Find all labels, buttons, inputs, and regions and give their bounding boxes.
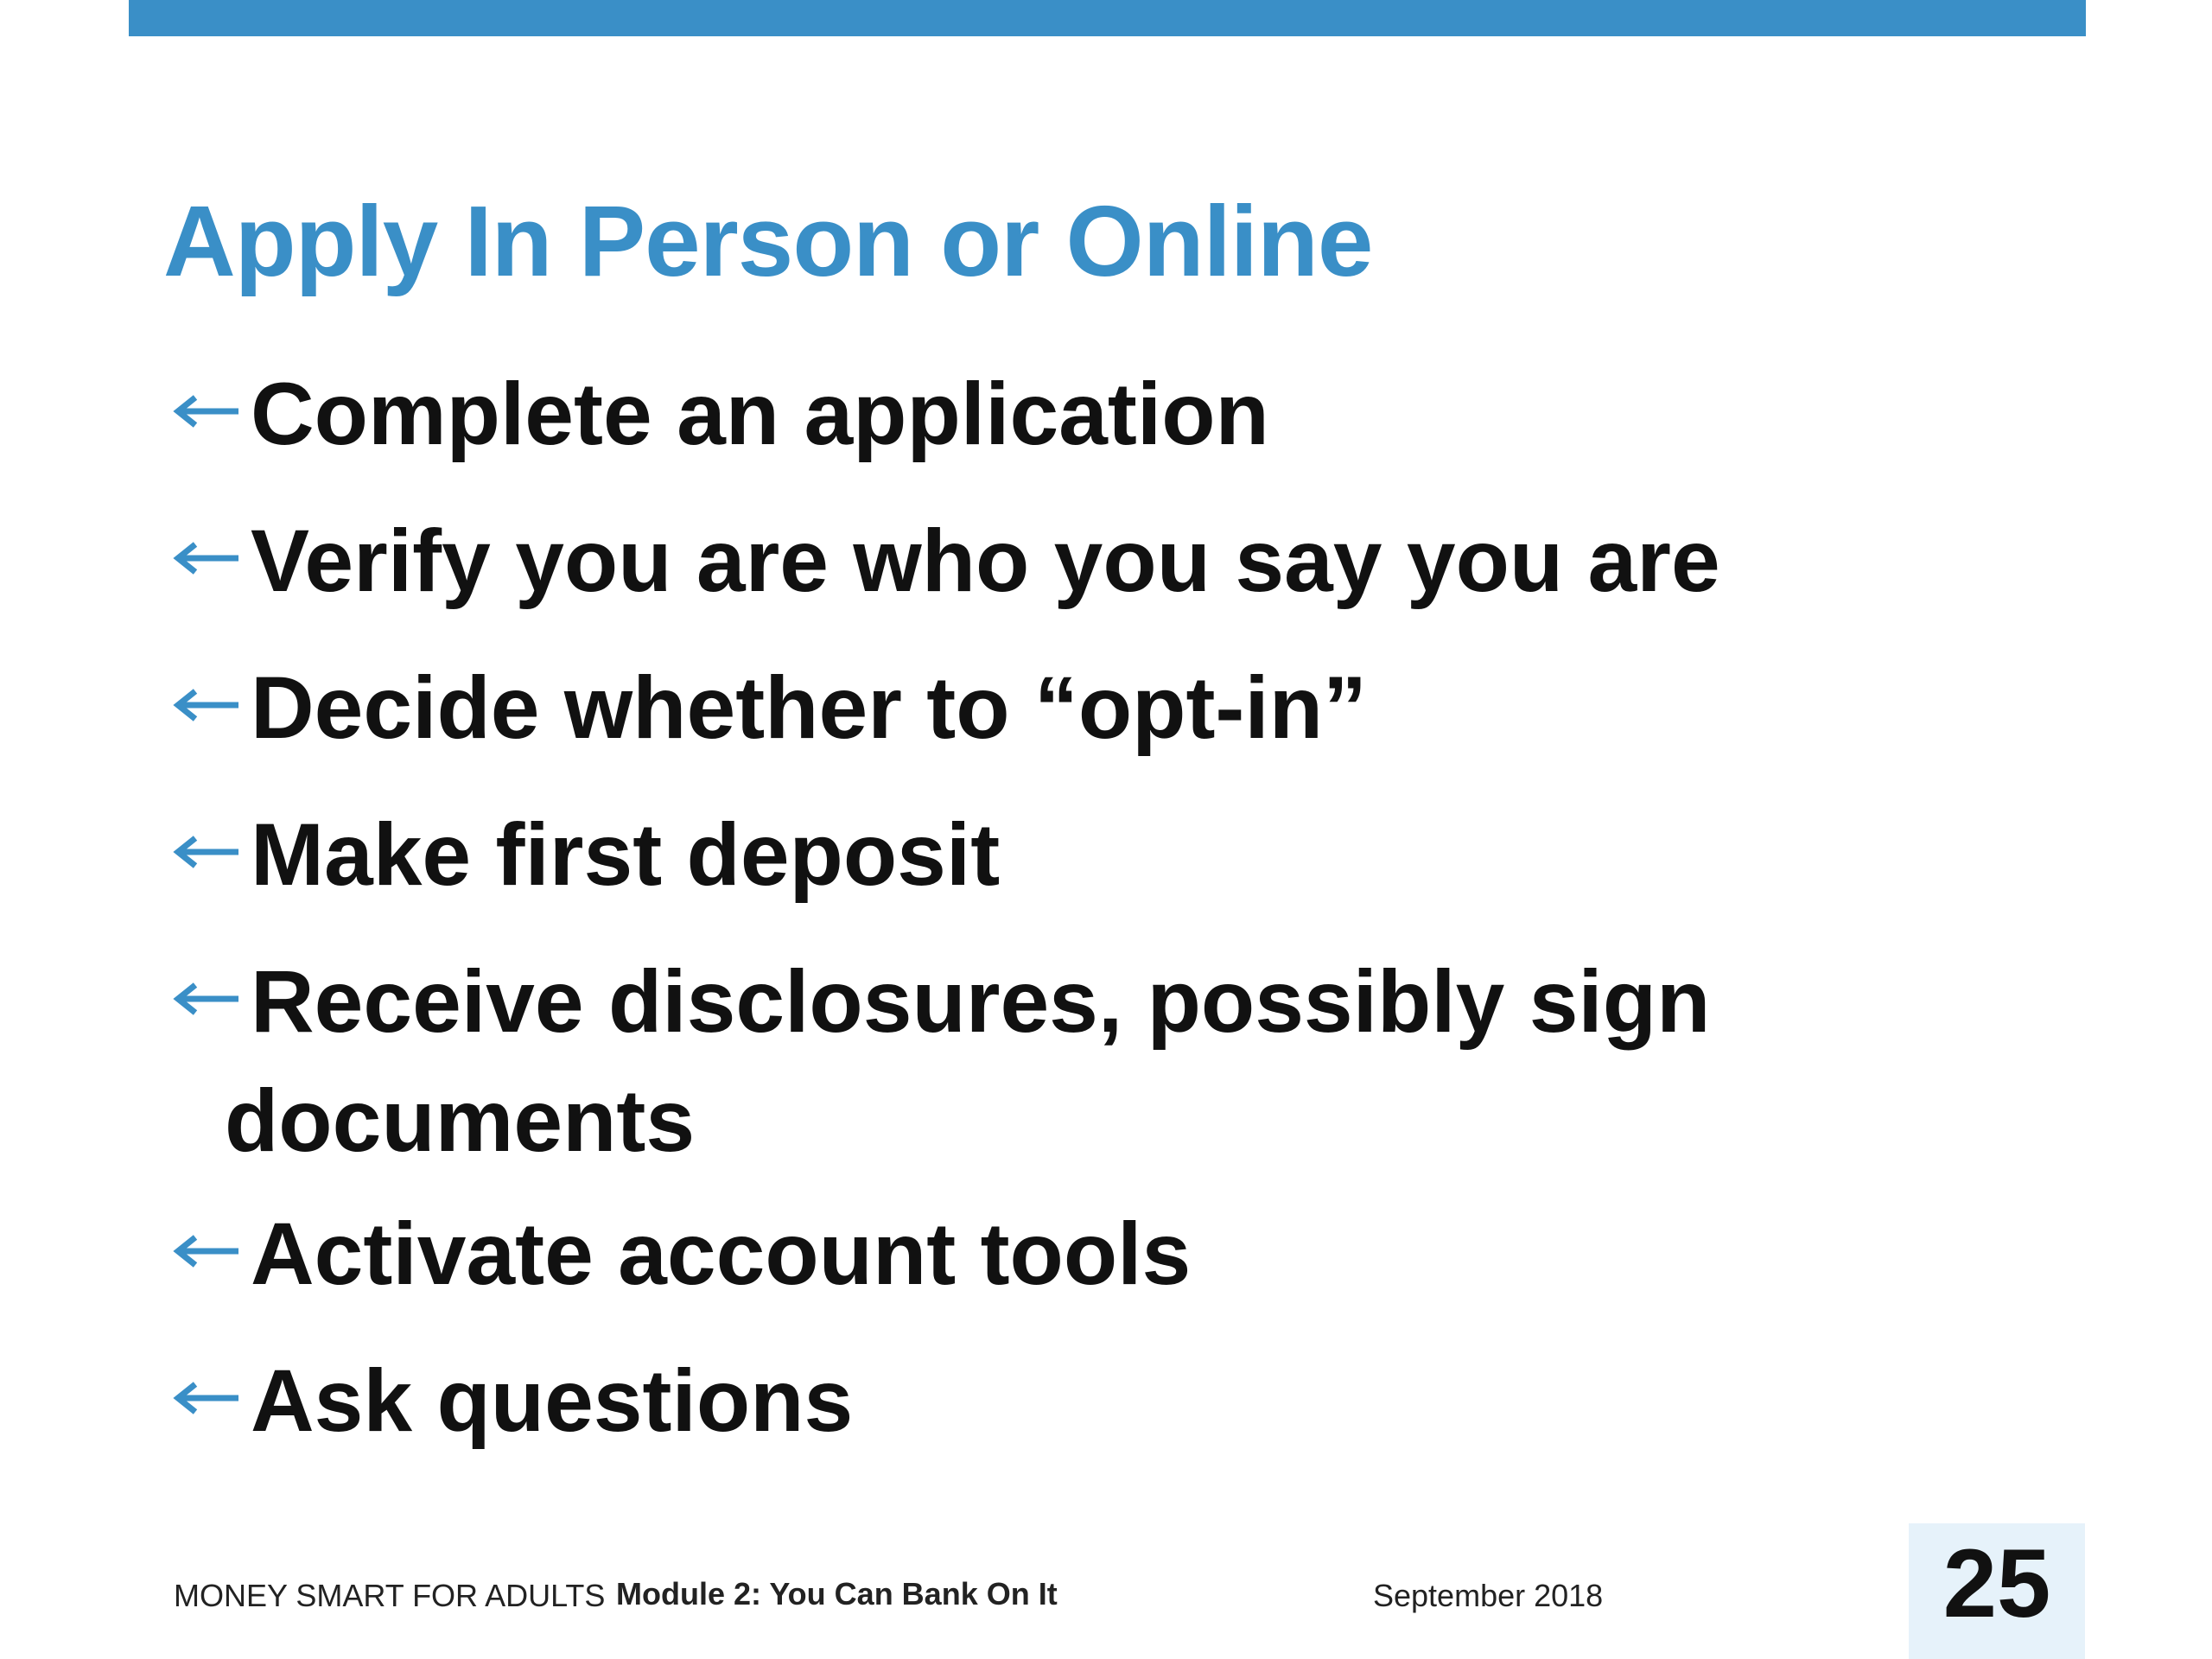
bullet-text: Complete an application xyxy=(251,365,1269,463)
bullet-text: Receive disclosures, possibly sign xyxy=(251,952,1711,1051)
left-arrow-icon xyxy=(169,830,240,874)
page-number-box xyxy=(1909,1523,2085,1659)
bullet-text: Ask questions xyxy=(251,1351,854,1450)
left-arrow-icon xyxy=(169,976,240,1021)
footer-program-name: MONEY SMART FOR ADULTS xyxy=(174,1578,606,1613)
bullet-item xyxy=(169,1205,1811,1303)
bullet-item xyxy=(169,658,1811,757)
left-arrow-icon xyxy=(169,1229,240,1274)
bullet-text: Make first deposit xyxy=(251,805,1001,904)
footer-date: September 2018 xyxy=(1373,1578,1604,1613)
top-accent-bar xyxy=(129,0,2086,36)
bullet-item xyxy=(169,365,1811,463)
bullet-text: Verify you are who you say you are xyxy=(251,512,1720,610)
page-number: 25 xyxy=(1942,1529,2051,1637)
left-arrow-icon xyxy=(169,389,240,434)
bullet-item xyxy=(169,952,1811,1170)
footer-module-title: Module 2: You Can Bank On It xyxy=(616,1576,1058,1611)
bullet-text-continuation: documents xyxy=(225,1071,696,1170)
slide-title: Apply In Person or Online xyxy=(163,185,1373,297)
left-arrow-icon xyxy=(169,536,240,581)
bullet-list xyxy=(169,365,1811,1503)
bullet-text: Decide whether to “opt-in” xyxy=(251,658,1368,757)
bullet-item xyxy=(169,512,1811,610)
bullet-item xyxy=(169,1351,1811,1450)
left-arrow-icon xyxy=(169,683,240,728)
bullet-item xyxy=(169,805,1811,904)
bullet-text: Activate account tools xyxy=(251,1205,1192,1303)
left-arrow-icon xyxy=(169,1376,240,1421)
